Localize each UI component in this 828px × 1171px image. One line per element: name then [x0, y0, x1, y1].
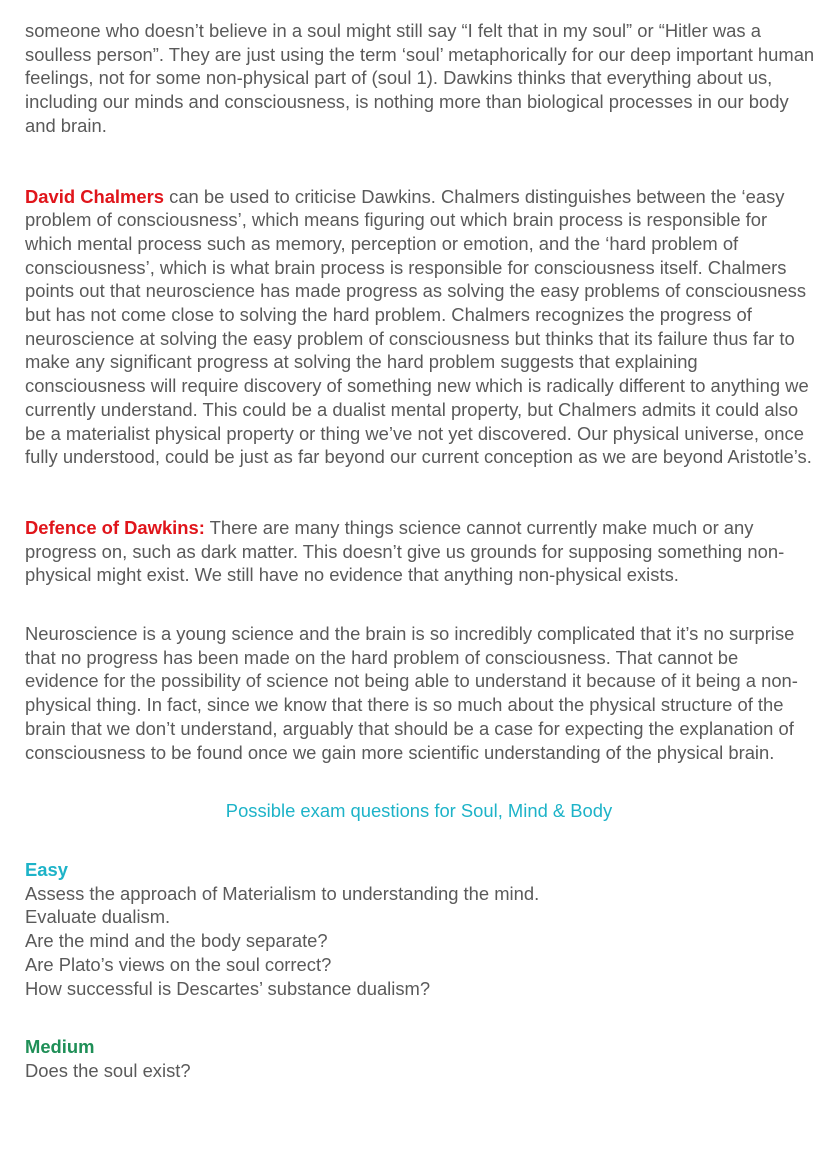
- defence-heading: Defence of Dawkins:: [25, 516, 205, 538]
- list-item: Does the soul exist?: [25, 1059, 191, 1081]
- list-item: Are Plato’s views on the soul correct?: [25, 953, 332, 975]
- medium-question-list: [25, 1059, 815, 1083]
- defence-text: There are many things science cannot currently make much or any progress on, such as dark matter. This doesn’t give us grounds for supposing something non-physical might exist. We still have no evidence that anything non-physical exists.: [25, 516, 785, 586]
- medium-heading: Medium: [25, 1036, 95, 1058]
- list-item: Are the mind and the body separate?: [25, 930, 328, 952]
- intro-paragraph: someone who doesn’t believe in a soul might still say “I felt that in my soul” or “Hitler was a soulless person”. They are just using the term ‘soul’ metaphorically for our deep important human feelings, not for some non-physical part of (soul 1). Dawkins thinks that everything about us, including our minds and consciousness, is nothing more than biological processes in our body and brain.: [25, 20, 815, 136]
- chalmers-name: David Chalmers: [25, 185, 165, 207]
- chalmers-paragraph: [25, 185, 815, 469]
- list-item: Assess the approach of Materialism to understanding the mind.: [25, 882, 540, 904]
- exam-questions-title: Possible exam questions for Soul, Mind & Body: [225, 800, 613, 822]
- list-item: How successful is Descartes’ substance dualism?: [25, 977, 431, 999]
- easy-heading: Easy: [25, 858, 68, 880]
- document-page: [25, 19, 815, 1083]
- chalmers-text: can be used to criticise Dawkins. Chalmers distinguishes between the ‘easy problem of consciousness’, which means figuring out which brain process is responsible for which mental process such as memory, perception or emotion, and the ‘hard problem of consciousness’, which is what brain process is responsible for consciousness itself. Chalmers points out that neuroscience has made progress as solving the easy problems of consciousness but has not come close to solving the hard problem. Chalmers recognizes the progress of neuroscience at solving the easy problem of consciousness but thinks that its failure thus far to make any significant progress at solving the hard problem suggests that explaining consciousness will require discovery of something new which is radically different to anything we currently understand. This could be a dualist mental property, but Chalmers admits it could also be a materialist physical property or thing we’ve not yet discovered. Our physical universe, once fully understood, could be just as far beyond our current conception as we are beyond Aristotle’s.: [25, 185, 812, 468]
- list-item: Evaluate dualism.: [25, 906, 171, 928]
- defence-paragraph: [25, 516, 815, 587]
- neuroscience-paragraph: Neuroscience is a young science and the brain is so incredibly complicated that it’s no surprise that no progress has been made on the hard problem of consciousness. That cannot be evidence for the possibility of science not being able to understand it because of it being a non-physical thing. In fact, since we know that there is so much about the physical structure of the brain that we don’t understand, arguably that should be a case for expecting the explanation of consciousness to be found once we gain more scientific understanding of the physical brain.: [25, 623, 798, 763]
- easy-question-list: [25, 882, 815, 1001]
